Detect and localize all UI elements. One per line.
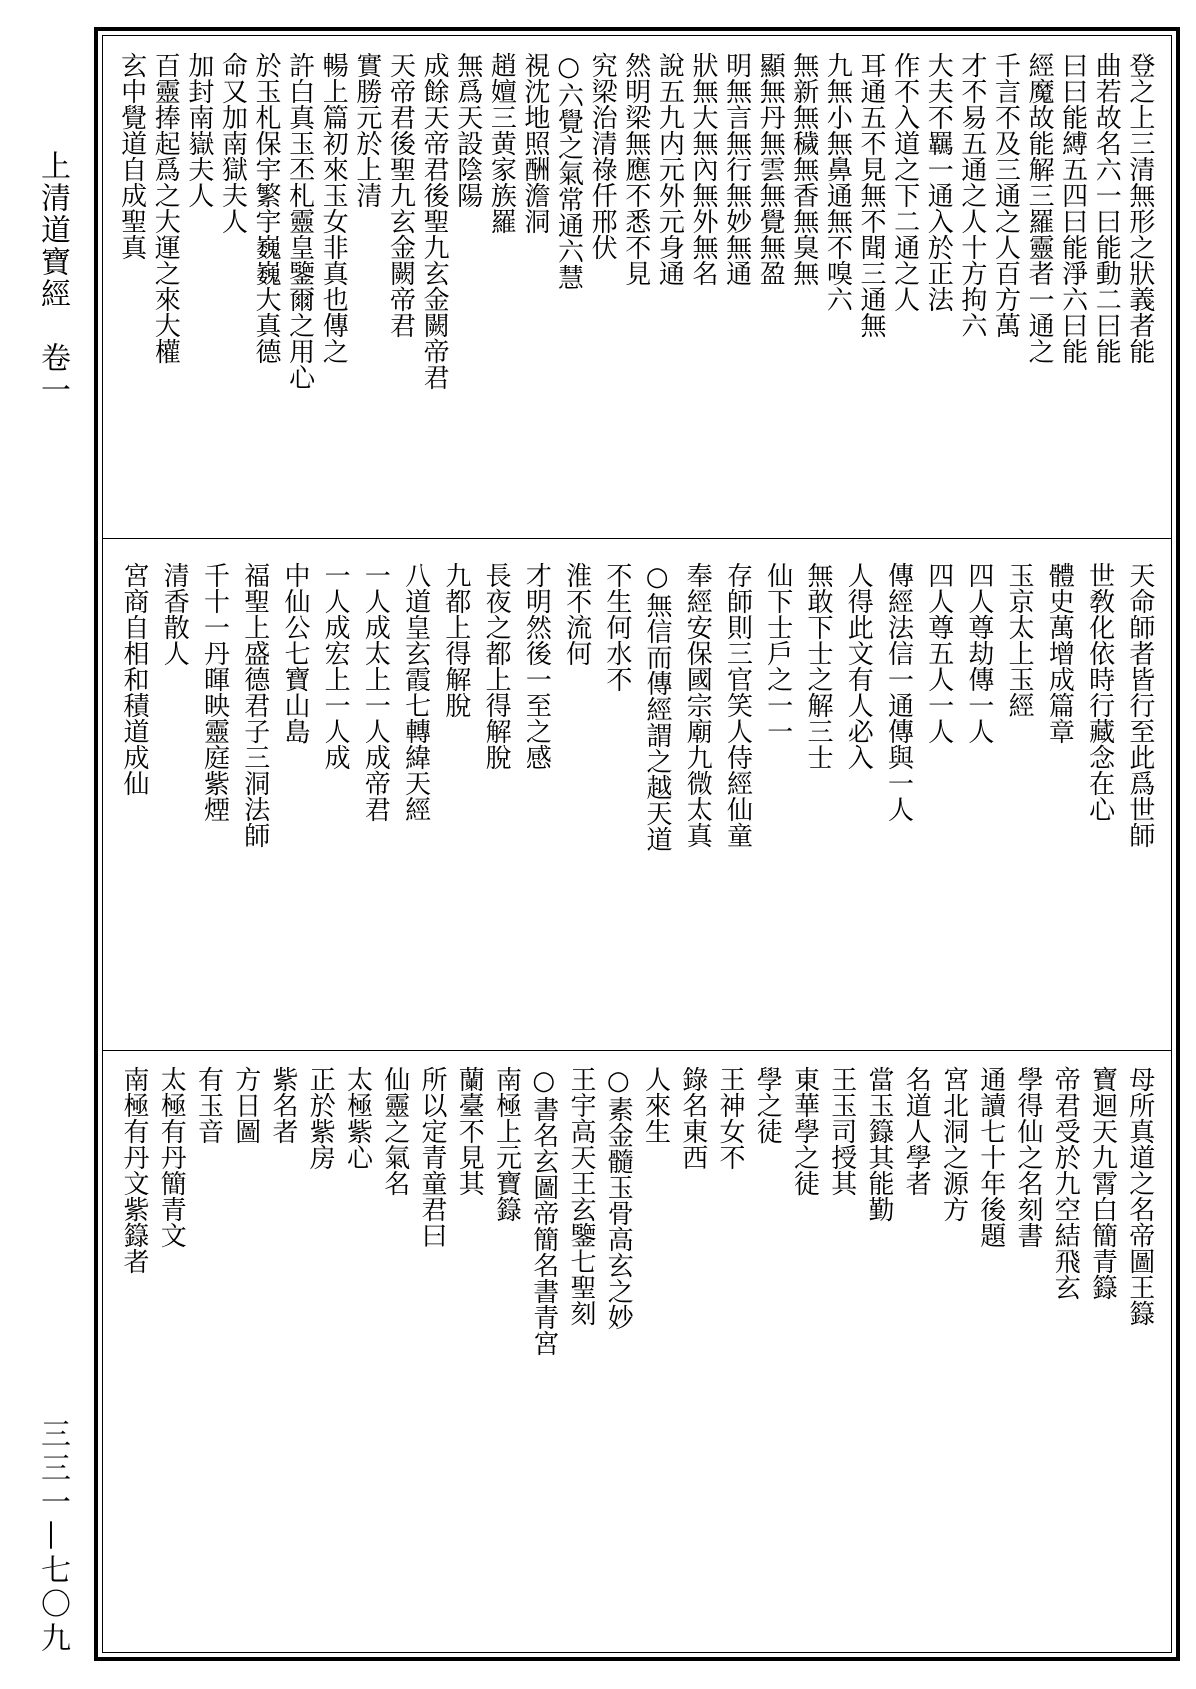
text-column: 登之上三清無形之狀義者能 <box>1124 52 1155 364</box>
text-register-top <box>106 52 1168 528</box>
text-column: 玉京太上玉經 <box>1004 562 1035 718</box>
text-column: 玄中覺道自成聖真 <box>116 52 147 260</box>
text-column: 狀無大無內無外無名 <box>687 52 718 286</box>
text-column: 許白真玉丕札靈皇鑒爾之用心 <box>284 52 315 390</box>
text-column: 正於紫房 <box>305 1066 336 1170</box>
text-column: 九都上得解脫 <box>440 562 471 718</box>
text-column: 天帝君後聖九玄金闕帝君 <box>385 52 416 338</box>
text-column: 世敎化依時行藏念在心 <box>1084 562 1115 822</box>
text-column: 方日圖 <box>230 1066 261 1144</box>
text-column: 宮商自相和積道成仙 <box>119 562 149 796</box>
text-column: 王宇高天王玄鑒七聖刻 <box>566 1066 596 1326</box>
text-column: 四人尊劫傳一人 <box>963 562 994 744</box>
text-column: 存師則三官笑人侍經仙童 <box>722 562 753 848</box>
text-column: 人來生 <box>640 1066 671 1144</box>
text-column: 所以定青童君曰 <box>417 1066 447 1248</box>
text-column: 說五九内元外元身通 <box>654 52 685 286</box>
text-register-middle <box>106 562 1168 1038</box>
text-column: 仙靈之氣名 <box>379 1066 410 1196</box>
text-column: ○書名玄圖帝簡名書青宮 <box>528 1066 559 1356</box>
text-column: 帝君受於九空結飛玄 <box>1050 1066 1081 1300</box>
text-column: 當玉籙其能勤 <box>864 1066 894 1222</box>
text-column: 王玉司授其 <box>826 1066 857 1196</box>
text-column: ○六覺之氣常通六慧 <box>553 52 584 290</box>
register-divider <box>102 1050 1172 1051</box>
text-column: 體史萬增成篇章 <box>1044 562 1075 744</box>
text-column: 命又加南獄夫人 <box>217 52 248 234</box>
text-column: 才明然後一至之感 <box>521 562 552 770</box>
text-column: 究梁治清祿仟邢伏 <box>587 52 618 260</box>
text-column: 太極有丹簡青文 <box>156 1066 187 1248</box>
text-column: 一人成太上一人成帝君 <box>360 562 391 822</box>
text-column: 才不易五通之人十方拘六 <box>956 52 987 338</box>
text-column: 一人成宏上一人成 <box>320 562 351 770</box>
text-column: 母所真道之名帝圖王籙 <box>1124 1066 1155 1326</box>
text-column: 顯無丹無雲無覺無盈 <box>755 52 786 286</box>
text-column: 視沈地照酬澹洞 <box>519 52 550 234</box>
margin-page-number: 三三一—七〇九 <box>35 1418 70 1656</box>
text-column: 錄名東西 <box>677 1066 708 1170</box>
text-column: 人得此文有人必入 <box>843 562 874 770</box>
text-column: 蘭臺不見其 <box>454 1066 485 1196</box>
text-column: 奉經安保國宗廟九微太真 <box>682 562 713 848</box>
text-column: 寶迴天九霄白簡青籙 <box>1087 1066 1118 1300</box>
text-column: 四人尊五人一人 <box>923 562 954 744</box>
text-column: 無爲天設陰陽 <box>452 52 483 208</box>
text-column: 中仙公七寶山島 <box>279 562 310 744</box>
text-column: 成餘天帝君後聖九玄金闕帝君 <box>419 52 450 390</box>
text-column: 實勝元於上清 <box>351 52 382 208</box>
text-column: 太極紫心 <box>342 1066 373 1170</box>
text-column: 曲若故名六一曰能動二曰能 <box>1091 52 1122 364</box>
text-column: ○素金髓玉骨高玄之妙 <box>603 1066 634 1330</box>
text-column: 然明梁無應不悉不見 <box>620 52 651 286</box>
text-column: 作不入道之下二通之人 <box>889 52 920 312</box>
text-column: 南極有丹文紫籙者 <box>119 1066 149 1274</box>
text-column: 淮不流何 <box>561 562 592 666</box>
text-column: 明無言無行無妙無通 <box>721 52 752 286</box>
text-column: 千言不及三通之人百方萬 <box>990 52 1021 338</box>
text-column: 南極上元寶籙 <box>491 1066 522 1222</box>
text-column: 不生何水不 <box>601 562 632 692</box>
text-column: 無新無穢無香無臭無 <box>788 52 819 286</box>
text-column: 暢上篇初來玉女非真也傳之 <box>318 52 349 364</box>
text-column: 學得仙之名刻書 <box>1013 1066 1043 1248</box>
text-column: 宮北洞之源方 <box>938 1066 969 1222</box>
text-column: 長夜之都上得解脫 <box>481 562 512 770</box>
text-column: 紫名者 <box>268 1066 298 1144</box>
text-column: 學之徒 <box>752 1066 783 1144</box>
text-column: 名道人學者 <box>901 1066 932 1196</box>
text-column: 曰曰能縛五四曰能淨六曰能 <box>1057 52 1088 364</box>
text-column: 經魔故能解三羅靈者一通之 <box>1024 52 1055 364</box>
text-column: 無敢下士之解三士 <box>802 562 833 770</box>
margin-book-title: 上清道寶經 卷一 <box>35 150 70 406</box>
text-register-bottom <box>106 1066 1168 1646</box>
text-column: 加封南嶽夫人 <box>183 52 214 208</box>
register-divider <box>102 538 1172 539</box>
text-column: 東華學之徒 <box>789 1066 820 1196</box>
text-column: 千十一丹暉映靈庭紫煙 <box>199 562 230 822</box>
text-column: 福聖上盛德君子三洞法師 <box>239 562 270 848</box>
text-column: 仙下士戶之一一 <box>762 562 793 744</box>
text-column: 王神女不 <box>715 1066 745 1170</box>
text-column: 九無小無鼻通無不嗅六 <box>822 52 853 312</box>
text-column: 八道皇玄霞七轉緯天經 <box>400 562 431 822</box>
text-column: 傳經法信一通傳與一人 <box>883 562 914 822</box>
text-column: 有玉音 <box>193 1066 224 1144</box>
text-column: 於玉札保宇繁宇巍巍大真德 <box>251 52 282 364</box>
text-column: 大夫不羈一通入於正法 <box>923 52 954 312</box>
text-column: 耳通五不見無不聞三通無 <box>856 52 887 338</box>
text-column: 趙嬗三黄家族羅 <box>486 52 517 234</box>
text-column: 天命師者皆行至此爲世師 <box>1124 562 1155 848</box>
text-column: 通讀七十年後題 <box>975 1066 1006 1248</box>
text-column: 清香散人 <box>159 562 190 666</box>
text-column: 百靈捧起爲之大運之來大權 <box>150 52 181 364</box>
text-column: ○無信而傳經謂之越天道 <box>642 562 673 852</box>
